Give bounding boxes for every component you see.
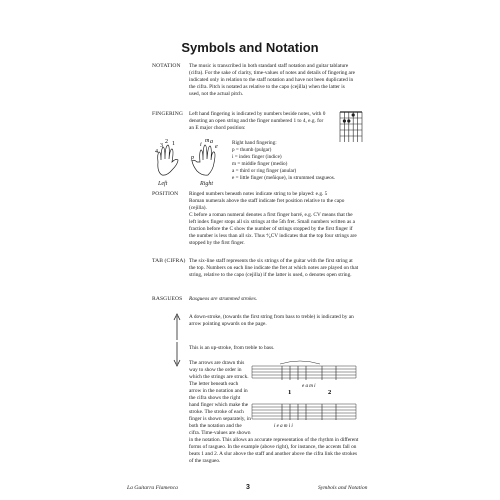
- def-e: e = little finger (meñique), in strummed rasgueos.: [232, 174, 336, 181]
- rasgueos-body: The arrows are drawn this way to show the order in which the strings are struck. The letter beneath each arrow in the notation and in the cifra shows the right hand finger which make the stroke. The stroke of each finger is shown separately, in both the notation and the cifra. Time-values are shown in the notation. This allows an accurate representation of the rhythm in different forms of rasgueo. In the example (above right), for instance, the accents fall on beats 1 and 2. A slur above the staff and another above the cifra link the strokes of the rasgueo.: [189, 360, 359, 464]
- left-finger-2: 2: [165, 139, 168, 145]
- page-title: Symbols and Notation: [181, 40, 319, 55]
- def-i: i = index finger (indice): [232, 153, 282, 160]
- rasgueos-intro: Rasgueos are strummed strokes.: [189, 296, 258, 302]
- notation-text: The music is transcribed in both standard staff notation and guitar tablature (cifra). For the sake of clarity, time-values of notes and details of fingering are indicated only in relation to the staff notation and have not been duplicated in the cifra. Pitch is notated as relative to the capo (cejilla) when the latter is used, not the actual pitch.: [189, 63, 356, 97]
- example-letters-bottom: i e a m i i: [274, 424, 293, 429]
- right-finger-e: e: [215, 144, 218, 150]
- example-beat-1: 1: [288, 389, 292, 396]
- position-line-ringed: Ringed numbers beneath notes indicate string to be played: e.g. 5: [189, 191, 328, 197]
- example-letters-top: e a m i: [302, 384, 316, 389]
- tab-text: The six-line staff represents the six strings of the guitar with the first string at the top. Numbers on each line indicate the fret at which notes are played on that string, relative to the capo (cejilla) if the latter is used, o denotes open string.: [189, 258, 359, 278]
- footer-left: La Guitarra Flamenca: [127, 485, 178, 491]
- notation-label: NOTATION: [152, 63, 181, 69]
- def-a: a = third or ring finger (anular): [232, 167, 297, 174]
- right-hand-definitions: [232, 140, 362, 181]
- fingering-text: Left hand fingering is indicated by numbers beside notes, with 0 denoting an open string and the finger numbered 1 to 4, e.g. for an E major chord position:: [189, 111, 326, 131]
- position-text: [189, 191, 357, 247]
- right-finger-m: m: [205, 138, 210, 144]
- position-line-roman: Roman numerals above the staff indicate fret position relative to the capo (cejilla).: [189, 198, 345, 211]
- def-m: m = middle finger (medio): [232, 160, 288, 167]
- right-finger-p: p: [191, 155, 194, 161]
- position-label: POSITION: [152, 191, 179, 197]
- rasgueo-example: [250, 360, 360, 432]
- right-hand-heading: Right hand fingering:: [232, 140, 277, 146]
- left-hand-caption-text: Left: [158, 181, 168, 187]
- fingering-label: FINGERING: [152, 111, 184, 117]
- def-p: p = thumb (pulgar): [232, 146, 272, 153]
- left-finger-4: 4: [155, 149, 158, 155]
- right-finger-a: a: [210, 139, 213, 145]
- tab-label: TAB (CIFRA): [152, 258, 186, 264]
- position-line-barre: C before a roman numeral denotes a first finger barré, e.g. CV means that the left index finger stops all six strings at the 5th fret. Small numbers written as a fraction before the C show the number of strings stopped by the first finger if the number is less than all six. Thus ⁴⁄₆CV indicates that the top four strings are stopped by the first finger.: [189, 212, 357, 246]
- right-finger-i: i: [200, 142, 202, 148]
- up-arrow-icon: [172, 312, 182, 342]
- example-beat-2: 2: [328, 389, 332, 396]
- left-finger-1: 1: [172, 141, 175, 147]
- left-finger-3: 3: [160, 143, 163, 149]
- right-hand-caption: Right: [200, 181, 213, 187]
- footer-right: Symbols and Notation: [318, 485, 368, 491]
- rasgueos-up: This is an up-stroke, from treble to bass.: [189, 345, 275, 351]
- down-arrow-icon: [172, 340, 182, 368]
- rasgueos-down: A down-stroke, (towards the first string from bass to treble) is indicated by an arrow pointing upwards on the page.: [189, 314, 354, 327]
- page-number: 3: [246, 484, 250, 491]
- rasgueos-label: RASGUEOS: [152, 296, 183, 302]
